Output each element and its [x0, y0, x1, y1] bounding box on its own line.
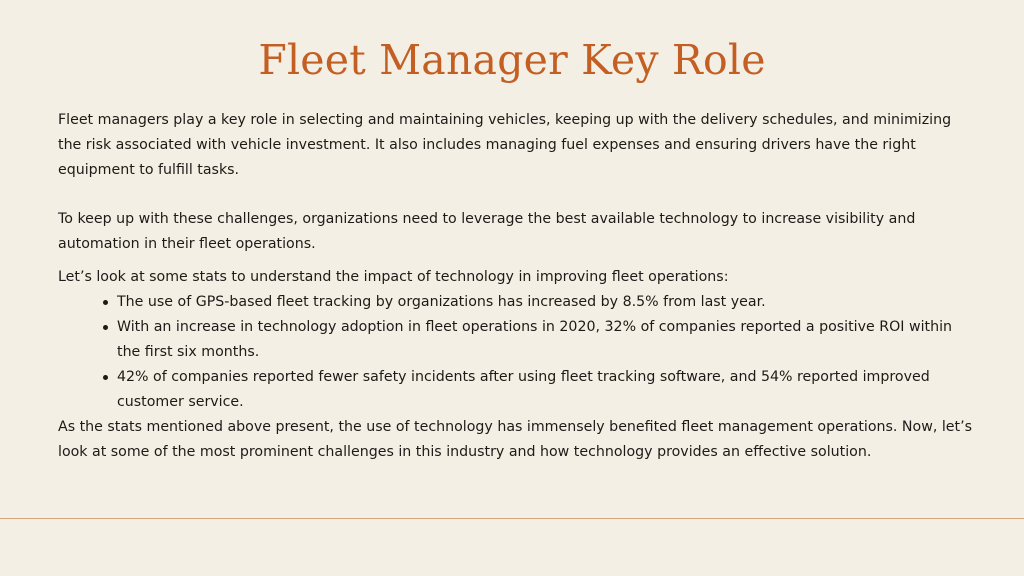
bottom-divider	[0, 518, 1024, 519]
stats-list-item: With an increase in technology adoption in fleet operations in 2020, 32% of companies reported a positive ROI within the first six months.	[100, 315, 978, 365]
content-body	[58, 108, 978, 465]
challenges-paragraph: To keep up with these challenges, organizations need to leverage the best available technology to increase visibility and automation in their fleet operations.	[58, 211, 916, 252]
stats-list-item: The use of GPS-based fleet tracking by organizations has increased by 8.5% from last year.	[100, 290, 978, 315]
page-title: Fleet Manager Key Role	[258, 36, 766, 84]
stats-list	[58, 290, 978, 415]
stats-list-item: 42% of companies reported fewer safety incidents after using fleet tracking software, and 54% reported improved customer service.	[100, 365, 978, 415]
intro-paragraph: Fleet managers play a key role in selecting and maintaining vehicles, keeping up with the delivery schedules, and minimizing the risk associated with vehicle investment. It also includes managing fuel expenses and ensuring drivers have the right equipment to fulfill tasks.	[58, 112, 952, 178]
conclusion-paragraph: As the stats mentioned above present, the use of technology has immensely benefited fleet management operations. Now, let’s look at some of the most prominent challenges in this industry and how technology provides an effective solution.	[58, 419, 972, 460]
stats-intro-paragraph: Let’s look at some stats to understand the impact of technology in improving fleet operations:	[58, 269, 729, 285]
